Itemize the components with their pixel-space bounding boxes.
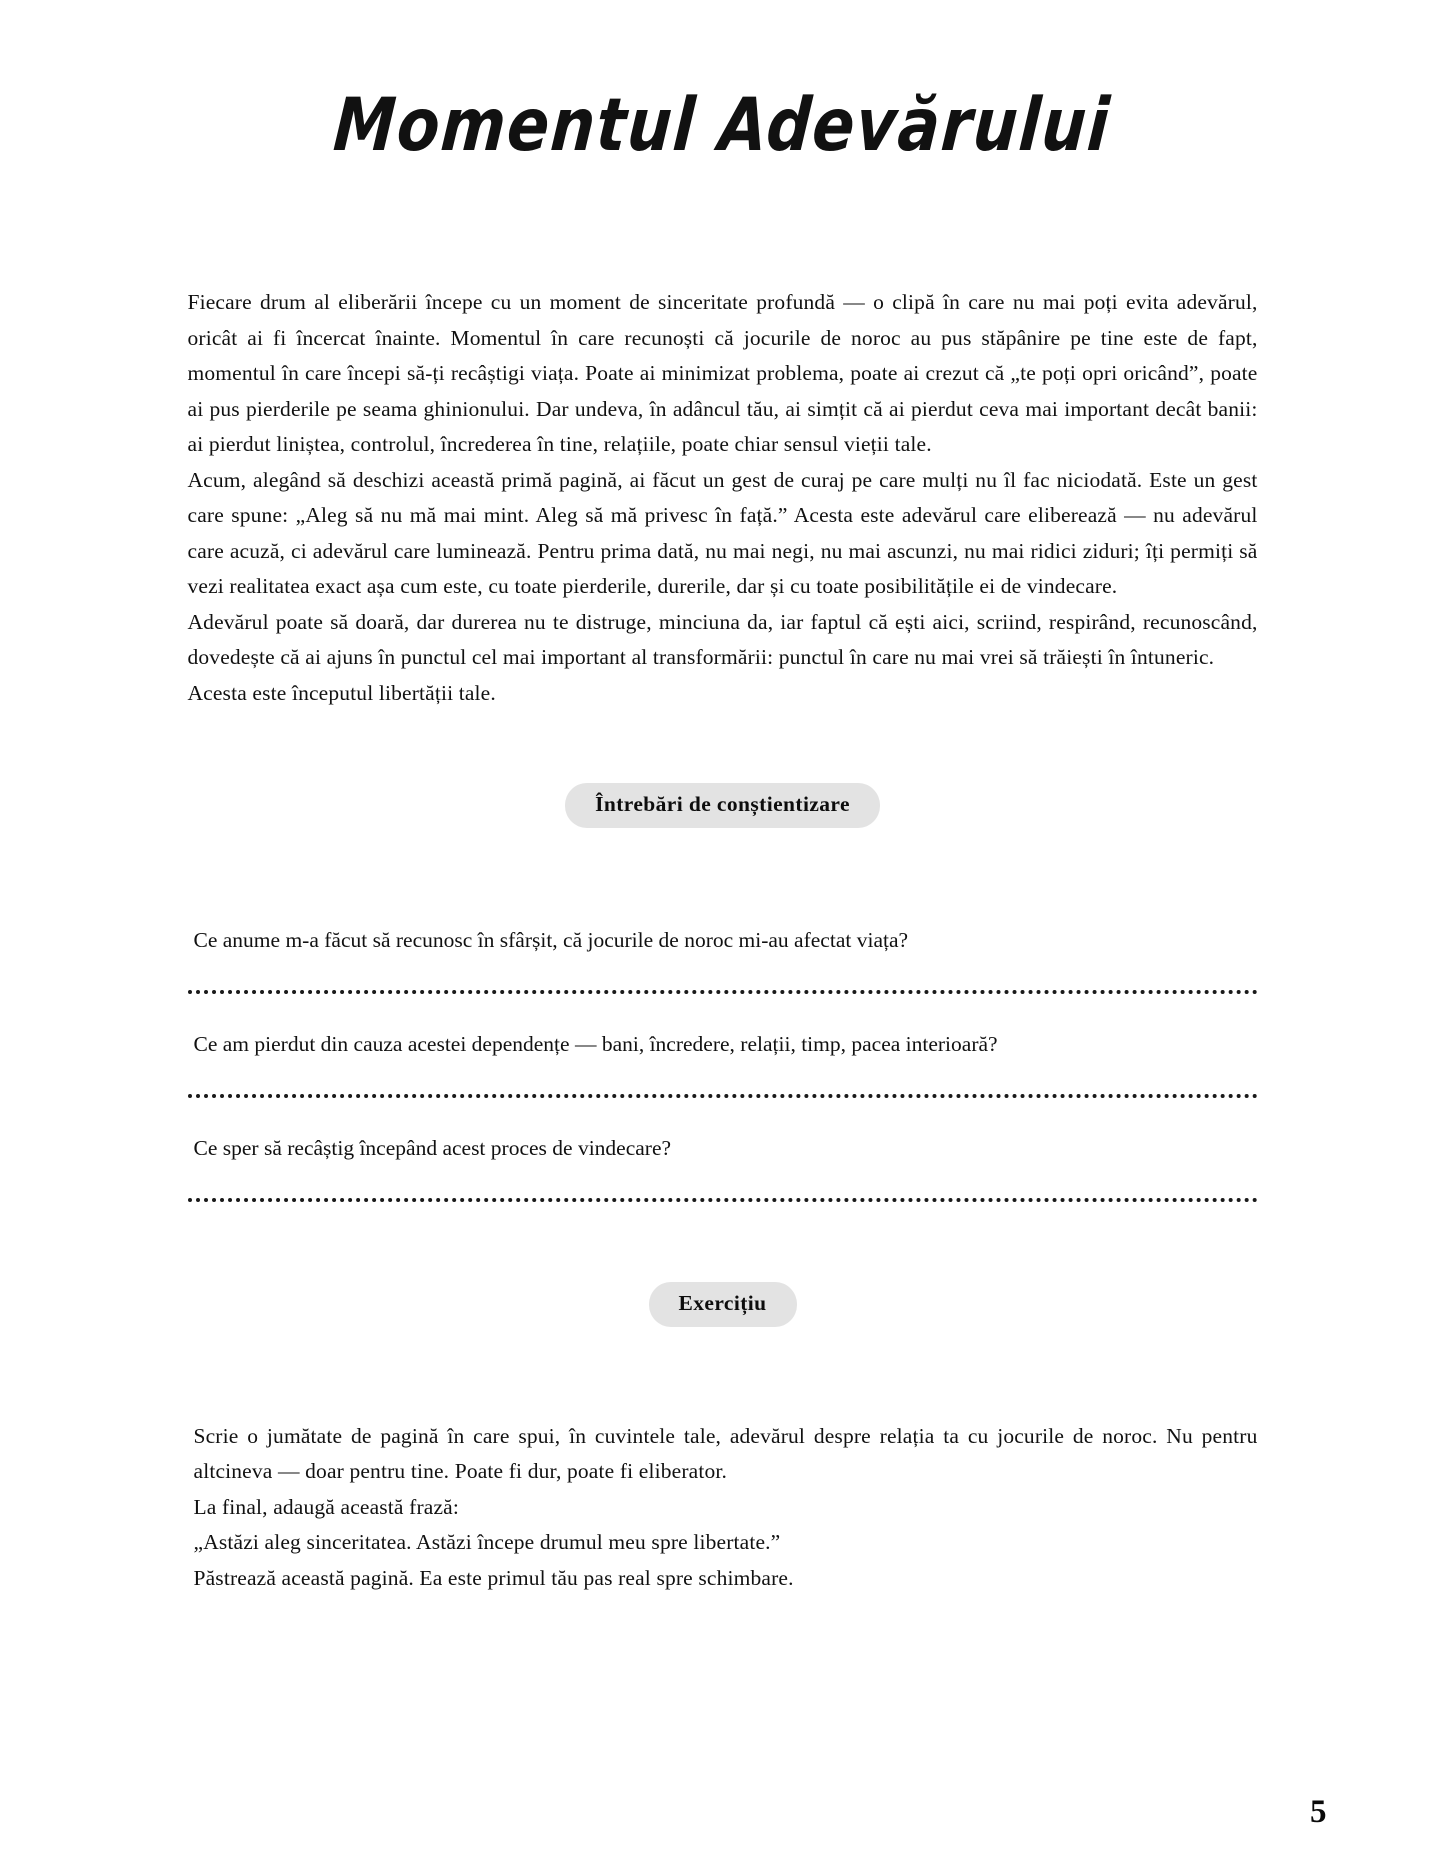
exercise-text-block <box>188 1419 1258 1597</box>
question-item <box>188 1132 1258 1202</box>
question-item <box>188 924 1258 994</box>
intro-paragraph-1: Fiecare drum al eliberării începe cu un moment de sinceritate profundă — o clipă în care nu mai poți evita adevărul, oricât ai fi încercat înainte. Momentul în care recunoști că jocurile de noroc au pus stăpânire pe tine este de fapt, momentul în care începi să-ți recâștigi viața. Poate ai minimizat problema, poate ai crezut că „te poți opri oricând”, poate ai pus pierderile pe seama ghinionului. Dar undeva, în adâncul tău, ai simțit că ai pierdut ceva mai important decât banii: ai pierdut liniștea, controlul, încrederea în tine, relațiile, poate chiar sensul vieții tale. <box>187 290 1258 457</box>
awareness-badge-row <box>188 783 1258 828</box>
page-title: Momentul Adevărului <box>331 80 1114 168</box>
exercise-badge-row <box>188 1282 1258 1327</box>
question-text: Ce anume m-a făcut să recunosc în sfârșit, că jocurile de noroc mi-au afectat viața? <box>193 927 909 952</box>
question-item <box>188 1028 1258 1098</box>
exercise-line-2: La final, adaugă această frază: <box>193 1494 459 1519</box>
intro-paragraph-4: Acesta este începutul libertății tale. <box>187 680 496 705</box>
answer-line[interactable] <box>188 1198 1258 1202</box>
answer-line[interactable] <box>188 1094 1258 1098</box>
exercise-line-1: Scrie o jumătate de pagină în care spui, în cuvintele tale, adevărul despre relația ta cu jocurile de noroc. Nu pentru altcineva — doar pentru tine. Poate fi dur, poate fi eliberator. <box>193 1423 1258 1483</box>
exercise-section-badge: Exercițiu <box>649 1282 797 1327</box>
question-text: Ce am pierdut din cauza acestei dependențe — bani, încredere, relații, timp, pacea interioară? <box>193 1031 998 1056</box>
exercise-line-4: Păstrează această pagină. Ea este primul tău pas real spre schimbare. <box>193 1565 794 1590</box>
title-container <box>0 0 1445 197</box>
question-text: Ce sper să recâștig începând acest proces de vindecare? <box>193 1135 672 1160</box>
awareness-section-badge: Întrebări de conștientizare <box>565 783 880 828</box>
page-number: 5 <box>1310 1794 1327 1830</box>
answer-line[interactable] <box>188 990 1258 994</box>
page-content <box>188 285 1258 1596</box>
intro-text-block <box>188 285 1258 711</box>
intro-paragraph-2: Acum, alegând să deschizi această primă pagină, ai făcut un gest de curaj pe care mulți nu îl fac niciodată. Este un gest care spune: „Aleg să nu mă mai mint. Aleg să mă privesc în față.” Acesta este adevărul care eliberează — nu adevărul care acuză, ci adevărul care luminează. Pentru prima dată, nu mai negi, nu mai ascunzi, nu mai ridici ziduri; îți permiți să vezi realitatea exact așa cum este, cu toate pierderile, durerile, dar și cu toate posibilitățile ei de vindecare. <box>187 467 1258 599</box>
intro-paragraph-3: Adevărul poate să doară, dar durerea nu te distruge, minciuna da, iar faptul că ești aici, scriind, respirând, recunoscând, dovedește că ai ajuns în punctul cel mai important al transformării: punctul în care nu mai vrei să trăiești în întuneric. <box>187 609 1258 670</box>
awareness-questions-list <box>188 924 1258 1202</box>
exercise-line-3: „Astăzi aleg sinceritatea. Astăzi începe drumul meu spre libertate.” <box>193 1530 781 1554</box>
